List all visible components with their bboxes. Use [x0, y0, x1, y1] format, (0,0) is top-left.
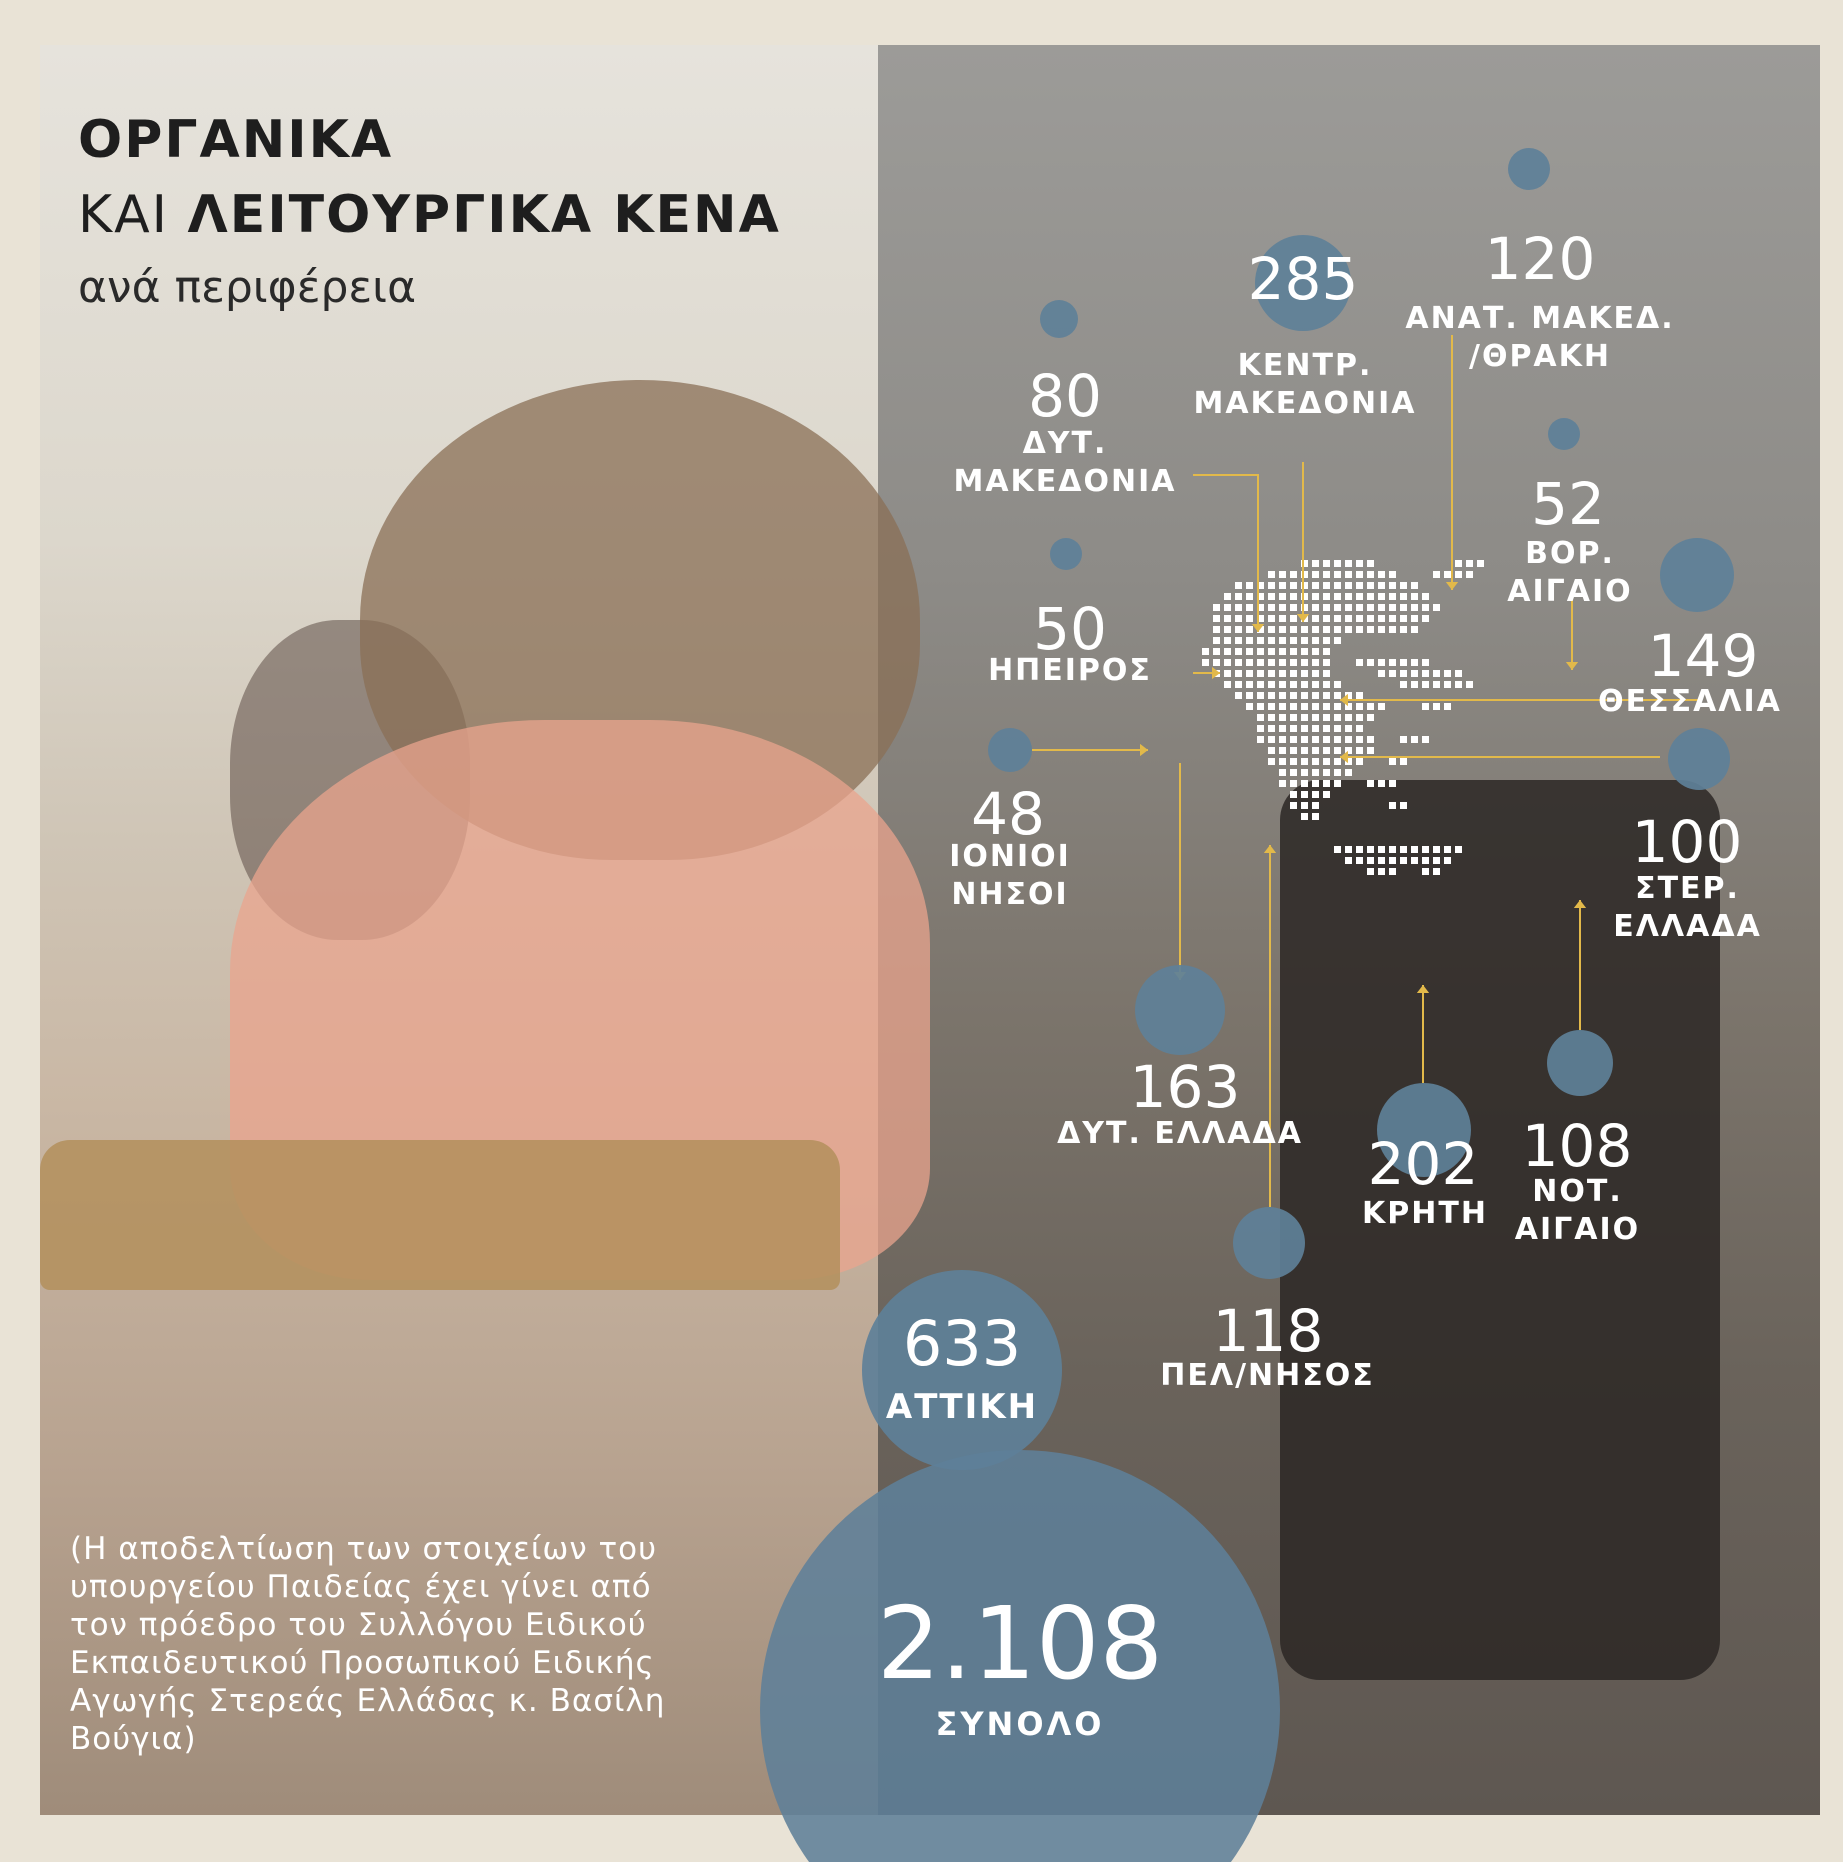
- value-not-aigaio: 108: [1521, 1112, 1633, 1180]
- value-ster-ellada: 100: [1631, 808, 1743, 876]
- photo-desk: [40, 1140, 840, 1290]
- label-ionioi-nisoi-line2: ΝΗΣΟΙ: [951, 877, 1069, 912]
- bubble-pel-nisos: [1233, 1207, 1305, 1279]
- value-anat-makedonia-thraki: 120: [1484, 225, 1596, 293]
- label-dyt-makedonia-line1: ΔΥΤ.: [1022, 426, 1108, 461]
- title-line-2-prefix: ΚΑΙ: [78, 185, 188, 245]
- label-pel-nisos: ΠΕΛ/ΝΗΣΟΣ: [1160, 1358, 1375, 1393]
- label-kentr-makedonia-line2: ΜΑΚΕΔΟΝΙΑ: [1193, 386, 1417, 421]
- label-kentr-makedonia-line1: ΚΕΝΤΡ.: [1237, 348, 1373, 383]
- label-ionioi-nisoi-line1: ΙΟΝΙΟΙ: [949, 839, 1071, 874]
- subtitle: ανά περιφέρεια: [78, 262, 417, 313]
- label-ster-ellada-line2: ΕΛΛΑΔΑ: [1613, 909, 1762, 944]
- total-label: ΣΥΝΟΛΟ: [935, 1705, 1105, 1743]
- value-thessalia: 149: [1647, 622, 1759, 690]
- bubble-dyt-ellada: [1135, 965, 1225, 1055]
- label-anat-makedonia-thraki-line1: ΑΝΑΤ. ΜΑΚΕΔ.: [1405, 301, 1675, 336]
- bubble-ionioi-nisoi: [988, 728, 1032, 772]
- label-thessalia: ΘΕΣΣΑΛΙΑ: [1598, 684, 1782, 719]
- value-ionioi-nisoi: 48: [971, 780, 1045, 848]
- label-dyt-makedonia: [930, 425, 1200, 501]
- value-kentr-makedonia: 285: [1247, 245, 1359, 313]
- value-ipeiros: 50: [1033, 595, 1107, 663]
- value-dyt-makedonia: 80: [1028, 362, 1102, 430]
- label-dyt-makedonia-line2: ΜΑΚΕΔΟΝΙΑ: [953, 464, 1177, 499]
- label-attiki: ΑΤΤΙΚΗ: [885, 1387, 1039, 1427]
- value-attiki: 633: [902, 1307, 1022, 1380]
- bubble-dyt-makedonia: [1040, 300, 1078, 338]
- bubble-not-aigaio: [1547, 1030, 1613, 1096]
- label-vor-aigaio: [1470, 535, 1670, 611]
- label-not-aigaio: [1490, 1173, 1665, 1249]
- label-vor-aigaio-line1: ΒΟΡ.: [1525, 536, 1615, 571]
- source-footnote: (Η αποδελτίωση των στοιχείων του υπουργείου Παιδείας έχει γίνει από τον πρόεδρο του Συλλόγου Ειδικού Εκπαιδευτικού Προσωπικού Ειδικής Αγωγής Στερεάς Ελλάδας κ. Βασίλη Βούγια): [70, 1531, 666, 1757]
- label-ster-ellada-line1: ΣΤΕΡ.: [1635, 871, 1740, 906]
- label-not-aigaio-line2: ΑΙΓΑΙΟ: [1514, 1212, 1641, 1247]
- bubble-anat-makedonia-thraki: [1508, 148, 1550, 190]
- title-line-2-bold: ΛΕΙΤΟΥΡΓΙΚΑ ΚΕΝΑ: [187, 185, 781, 245]
- title-line-1: ΟΡΓΑΝΙΚΑ: [78, 110, 394, 170]
- label-vor-aigaio-line2: ΑΙΓΑΙΟ: [1507, 574, 1633, 609]
- bubble-ipeiros: [1050, 538, 1082, 570]
- label-kriti: ΚΡΗΤΗ: [1362, 1196, 1488, 1231]
- value-kriti: 202: [1367, 1130, 1479, 1198]
- total-value: 2.108: [876, 1585, 1164, 1702]
- label-ster-ellada: [1600, 870, 1775, 946]
- label-anat-makedonia-thraki-line2: /ΘΡΑΚΗ: [1468, 339, 1612, 374]
- title-line-2: [78, 185, 781, 245]
- value-pel-nisos: 118: [1212, 1297, 1324, 1365]
- value-dyt-ellada: 163: [1129, 1053, 1241, 1121]
- label-kentr-makedonia: [1160, 347, 1450, 423]
- bubble-thessalia: [1660, 538, 1734, 612]
- bubble-ster-ellada: [1668, 728, 1730, 790]
- label-ipeiros: ΗΠΕΙΡΟΣ: [988, 653, 1152, 688]
- label-dyt-ellada: ΔΥΤ. ΕΛΛΑΔΑ: [1057, 1116, 1303, 1151]
- label-not-aigaio-line1: ΝΟΤ.: [1532, 1174, 1623, 1209]
- bubble-vor-aigaio: [1548, 418, 1580, 450]
- label-ionioi-nisoi: [920, 838, 1100, 914]
- value-vor-aigaio: 52: [1531, 470, 1605, 538]
